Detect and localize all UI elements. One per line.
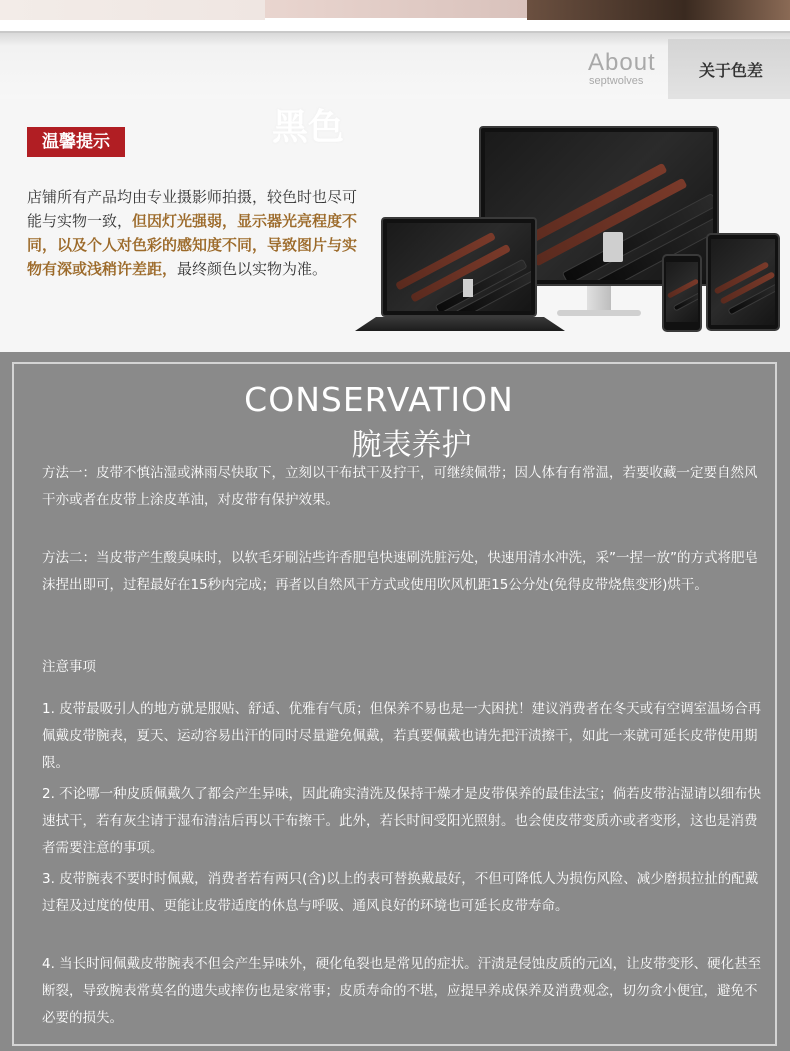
warm-tip-text xyxy=(27,185,362,281)
about-color-difference-label: 关于色差 xyxy=(699,61,764,80)
about-title: About xyxy=(588,49,656,76)
about-brand: septwolves xyxy=(589,75,644,87)
warm-text-part2: 最终颜色以实物为准。 xyxy=(177,260,328,278)
method-2-text: 方法二：当皮带产生酸臭味时，以软毛牙刷沾些许香肥皂快速刷洗脏污处，快速用清水冲洗，采”一捏一放”的方式将肥皂沫捏出即可，过程最好在15秒内完成；再者以自然风干方式或使用吹风机距15公分处(免得皮带烧焦变形)烘干。 xyxy=(42,550,758,593)
conservation-title-cn: 腕表养护 xyxy=(351,428,472,463)
top-photo-3 xyxy=(527,0,790,20)
warm-tip-tag: 温馨提示 xyxy=(27,127,125,157)
top-photo-2 xyxy=(265,0,527,18)
conservation-section xyxy=(0,352,790,1051)
note-3-text: 3. 皮带腕表不要时时佩戴，消费者若有两只(含)以上的表可替换戴最好，不但可降低人为损伤风险、减少磨损拉扯的配戴过程及过度的使用、更能让皮带适度的休息与呼吸、通风良好的环境也可延长皮带寿命。 xyxy=(42,871,759,914)
note-4-text: 4. 当长时间佩戴皮带腕表不但会产生异味外，硬化龟裂也是常见的症状。汗渍是侵蚀皮质的元凶，让皮带变形、硬化甚至断裂，导致腕表常莫名的遗失或摔伤也是家常事；皮质寿命的不堪，应提早养成保养及消费观念，切勿贪小便宜，避免不必要的损失。 xyxy=(42,956,762,1026)
warm-text-part1: 店铺所有产品均由专业摄影师拍摄，较色时也尽可能与实物一致， xyxy=(27,188,358,230)
note-1-text: 1. 皮带最吸引人的地方就是服贴、舒适、优雅有气质；但保养不易也是一大困扰！建议消费者在冬天或有空调室温场合再佩戴皮带腕表，夏天、运动容易出汗的同时尽量避免佩戴，若真要佩戴也请先把汗渍擦干，如此一来就可延长皮带使用期限。 xyxy=(42,701,762,771)
notes-title: 注意事项 xyxy=(42,659,96,675)
conservation-frame xyxy=(12,362,777,1046)
top-photo-1 xyxy=(0,0,265,20)
method-1-text: 方法一：皮带不慎沾湿或淋雨尽快取下，立刻以干布拭干及拧干，可继续佩带；因人体有有常温，若要收藏一定要自然风干亦或者在皮带上涂皮革油，对皮带有保护效果。 xyxy=(42,465,758,508)
note-2-text: 2. 不论哪一种皮质佩戴久了都会产生异味，因此确实清洗及保持干燥才是皮带保养的最佳法宝；倘若皮带沾湿请以细布快速拭干，若有灰尘请于湿布清洁后再以干布擦干。此外，若长时间受阳光照射。也会使皮带变质亦或者变形，这也是消费者需要注意的事项。 xyxy=(42,786,762,856)
top-photo-strip xyxy=(0,0,790,20)
tablet-image xyxy=(706,233,780,331)
about-header xyxy=(0,31,790,99)
conservation-title-en: CONSERVATION xyxy=(244,380,514,419)
laptop-image xyxy=(355,217,565,333)
color-notice-section xyxy=(0,99,790,352)
ghost-title: 黑色 xyxy=(272,107,345,148)
phone-image xyxy=(662,254,702,332)
warm-text-highlight: 但因灯光强弱，显示器光亮程度不同，以及个人对色彩的感知度不同，导致图片与实物有深或浅稍许差距， xyxy=(27,212,358,278)
